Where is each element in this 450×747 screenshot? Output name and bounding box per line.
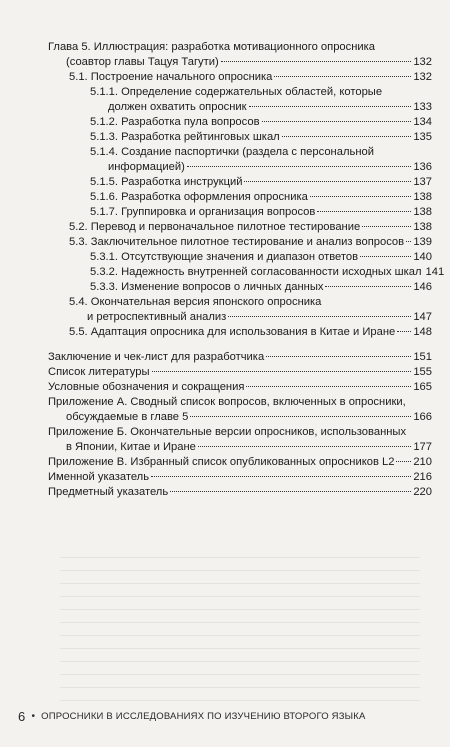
toc-leader-dots [151,476,411,477]
toc-entry-line [90,280,432,295]
toc-entry-text: Приложение В. Избранный список опубликованных опросников L2 [48,456,395,468]
toc-entry-text: Условные обозначения и сокращения [48,381,245,393]
toc-entry-line [69,325,432,340]
toc-leader-dots [198,446,411,447]
toc-entry-text: Предметный указатель [48,486,169,498]
toc-entry-line [48,485,432,500]
toc-page-number: 148 [413,326,432,338]
toc-entry-line [48,455,432,470]
toc-entry-line [90,205,432,220]
toc-entry-line [69,310,432,325]
page-number: 6 [18,709,26,724]
toc-leader-dots [249,106,412,107]
toc-entry-text: обсуждаемые в главе 5 [66,411,189,423]
toc-entry-text: 5.1.6. Разработка оформления опросника [90,191,308,203]
toc-entry-text: 5.1.5. Разработка инструкций [90,176,243,188]
toc-leader-dots [360,256,411,257]
toc-entry-text: 5.5. Адаптация опросника для использования в Китае и Иране [69,326,396,338]
toc-page-number: 137 [413,176,432,188]
toc-entry-text: 5.1.7. Группировка и организация вопросов [90,206,316,218]
footer-bullet: • [31,711,36,722]
toc-entry-line [90,130,432,145]
toc-page-number: 134 [413,116,432,128]
toc-entry[interactable] [48,280,432,295]
toc-entry-text: 5.3.1. Отсутствующие значения и диапазон ответов [90,251,359,263]
toc-entry-text: должен охватить опросник [108,101,247,113]
toc-entry-line [90,190,432,205]
toc-page-number: 138 [413,221,432,233]
toc-entry-line [48,440,432,455]
toc-entry-text: 5.1.2. Разработка пула вопросов [90,116,260,128]
toc-leader-dots [190,416,411,417]
toc-entry-text: Заключение и чек-лист для разработчика [48,351,265,363]
toc-entry-line [48,365,432,380]
toc-leader-dots [397,331,411,332]
toc-page-number: 136 [413,161,432,173]
toc-page-number: 135 [413,131,432,143]
toc-page-number: 132 [413,71,432,83]
toc-entry[interactable] [48,130,432,145]
toc-entry-line [48,470,432,485]
toc-entry[interactable] [48,425,432,455]
toc-entry-text: Приложение А. Сводный список вопросов, включенных в опросники, [48,396,406,408]
toc-page-number: 139 [413,236,432,248]
toc-leader-dots [282,136,412,137]
toc-entry[interactable] [48,395,432,425]
toc-entry[interactable] [48,265,445,280]
toc-page-number: 138 [413,191,432,203]
toc-entry-text: 5.1.4. Создание паспортички (раздела с персональной [90,146,374,158]
page-footer [18,709,366,724]
toc-entry[interactable] [48,470,432,485]
toc-leader-dots [170,491,411,492]
toc-leader-dots [228,316,411,317]
toc-leader-dots [246,386,411,387]
toc-leader-dots [244,181,411,182]
toc-entry-text: Именной указатель [48,471,150,483]
toc-entry[interactable] [48,85,432,115]
show-through-lines [60,545,420,713]
toc-page-number: 141 [425,266,445,278]
toc-entry-text: информацией) [108,161,185,173]
toc-leader-dots [262,121,412,122]
toc-entry[interactable] [48,115,432,130]
toc-entry[interactable] [48,350,432,365]
toc-leader-dots [187,166,411,167]
toc-page-number: 132 [413,56,432,68]
toc-entry[interactable] [48,145,432,175]
toc-entry[interactable] [48,455,432,470]
toc-leader-dots [152,371,412,372]
toc-entry-line [69,220,432,235]
toc-entry[interactable] [48,190,432,205]
toc-entry-line [48,350,432,365]
toc-leader-dots [310,196,411,197]
toc-page-number: 151 [413,351,432,363]
toc-leader-dots [274,76,411,77]
toc-leader-dots [325,286,411,287]
toc-page-number: 177 [413,441,432,453]
toc-page-number: 155 [413,366,432,378]
toc-leader-dots [406,241,411,242]
toc-entry-text: 5.1.1. Определение содержательных областей, которые [90,86,383,98]
toc-entry[interactable] [48,220,432,235]
toc-entry-text: Приложение Б. Окончательные версии опросников, использованных [48,426,407,438]
toc-page-number: 216 [413,471,432,483]
toc-entry-text: 5.4. Окончательная версия японского опросника [69,296,322,308]
toc-entry[interactable] [48,175,432,190]
toc-leader-dots [266,356,411,357]
toc-entry-line [90,250,432,265]
toc-entry-line [69,70,432,85]
toc-entry-text: 5.3.2. Надежность внутренней согласованности исходных шкал [90,266,422,278]
toc-entry-line [90,115,432,130]
toc-page-number: 220 [413,486,432,498]
toc-entry-line [48,380,432,395]
toc-entry[interactable] [48,380,432,395]
toc-entry[interactable] [48,365,432,380]
toc-entry-text: 5.1. Построение начального опросника [69,71,273,83]
toc-page-number: 165 [413,381,432,393]
toc-entry[interactable] [48,295,432,325]
toc-entry-line [90,265,445,280]
toc-page-number: 147 [413,311,432,323]
toc-page-number: 146 [413,281,432,293]
toc-entry-line [48,55,432,70]
toc-entry-text: 5.3.3. Изменение вопросов о личных данных [90,281,324,293]
toc-gap [48,340,432,350]
toc-entry[interactable] [48,325,432,340]
toc-entry-line [90,160,432,175]
table-of-contents [48,40,445,500]
toc-page-number: 140 [413,251,432,263]
toc-entry[interactable] [48,235,432,250]
toc-entry-text: 5.2. Перевод и первоначальное пилотное тестирование [69,221,361,233]
toc-entry-text: (соавтор главы Тацуя Тагути) [66,56,219,68]
toc-entry-line [48,410,432,425]
toc-page-number: 138 [413,206,432,218]
running-title: ОПРОСНИКИ В ИССЛЕДОВАНИЯХ ПО ИЗУЧЕНИЮ ВТОРОГО ЯЗЫКА [41,711,366,722]
toc-leader-dots [396,461,411,462]
toc-entry-line [69,235,432,250]
toc-entry[interactable] [48,70,432,85]
toc-entry-line [90,100,432,115]
toc-entry-text: 5.3. Заключительное пилотное тестирование и анализ вопросов [69,236,405,248]
toc-entry-text: Список литературы [48,366,150,378]
toc-page-number: 133 [413,101,432,113]
toc-leader-dots [362,226,411,227]
toc-leader-dots [221,61,412,62]
toc-entry[interactable] [48,485,432,500]
toc-entry[interactable] [48,205,432,220]
toc-entry-text: в Японии, Китае и Иране [66,441,196,453]
toc-page-number: 166 [413,411,432,423]
toc-leader-dots [317,211,411,212]
toc-entry[interactable] [48,250,432,265]
toc-entry-text: 5.1.3. Разработка рейтинговых шкал [90,131,280,143]
toc-page-number: 210 [413,456,432,468]
toc-entry-line [90,175,432,190]
toc-entry[interactable] [48,40,432,70]
toc-entry-text: и ретроспективный анализ [87,311,227,323]
toc-entry-text: Глава 5. Иллюстрация: разработка мотивационного опросника [48,41,376,53]
